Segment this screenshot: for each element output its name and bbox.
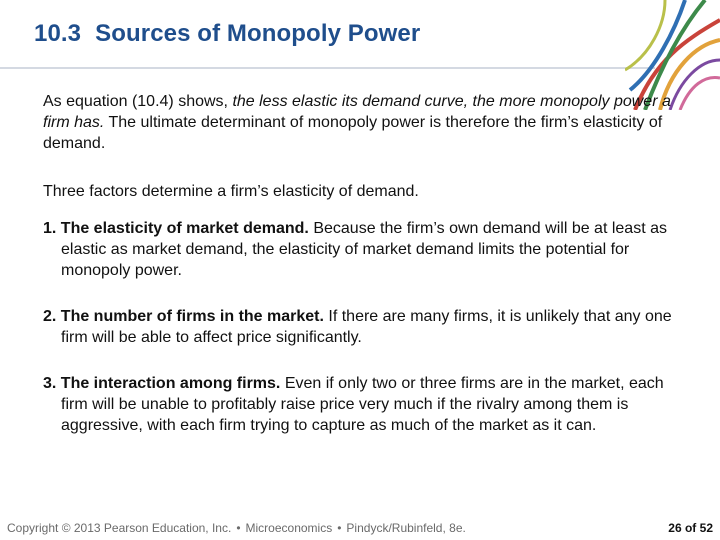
slide-body xyxy=(43,91,683,461)
authors-text: Pindyck/Rubinfeld, 8e. xyxy=(346,521,466,535)
page-current: 26 xyxy=(668,521,682,535)
page-of: of xyxy=(684,521,697,535)
intro-italic-text: the less elastic its demand curve, the more monopoly power a firm has. xyxy=(43,93,671,131)
factors-intro: Three factors determine a firm’s elasticity of demand. xyxy=(43,183,419,200)
page-total: 52 xyxy=(699,521,713,535)
footer-separator: • xyxy=(236,521,241,535)
footer-credits xyxy=(7,521,466,535)
intro-paragraph xyxy=(43,91,683,154)
intro-text-b: The ultimate determinant of monopoly power is therefore the firm’s elasticity of demand. xyxy=(43,114,663,152)
footer-separator: • xyxy=(337,521,342,535)
factor-2-text: If there are many firms, it is unlikely that any one firm will be able to affect price significantly. xyxy=(61,308,672,346)
title-divider xyxy=(0,67,655,69)
factor-3-text: Even if only two or three firms are in the market, each firm will be unable to profitably raise price very much if the rivalry among them is aggressive, with each firm trying to capture as much of the market as it can. xyxy=(61,375,664,434)
factor-1-text: Because the firm’s own demand will be at least as elastic as market demand, the elasticity of market demand limits the potential for monopoly power. xyxy=(61,220,667,279)
factor-3-heading: 3. The interaction among firms. xyxy=(43,375,281,392)
factor-item-3 xyxy=(43,373,683,436)
title-text: Sources of Monopoly Power xyxy=(95,20,421,47)
slide-title xyxy=(34,20,420,48)
page-number xyxy=(668,521,713,535)
factor-item-2 xyxy=(43,306,683,348)
factor-item-1 xyxy=(43,218,683,281)
section-number: 10.3 xyxy=(34,20,82,47)
intro-text-a: As equation (10.4) shows, xyxy=(43,93,233,110)
course-text: Microeconomics xyxy=(245,521,333,535)
factor-2-heading: 2. The number of firms in the market. xyxy=(43,308,324,325)
factor-1-heading: 1. The elasticity of market demand. xyxy=(43,220,309,237)
copyright-text: Copyright © 2013 Pearson Education, Inc. xyxy=(7,521,232,535)
